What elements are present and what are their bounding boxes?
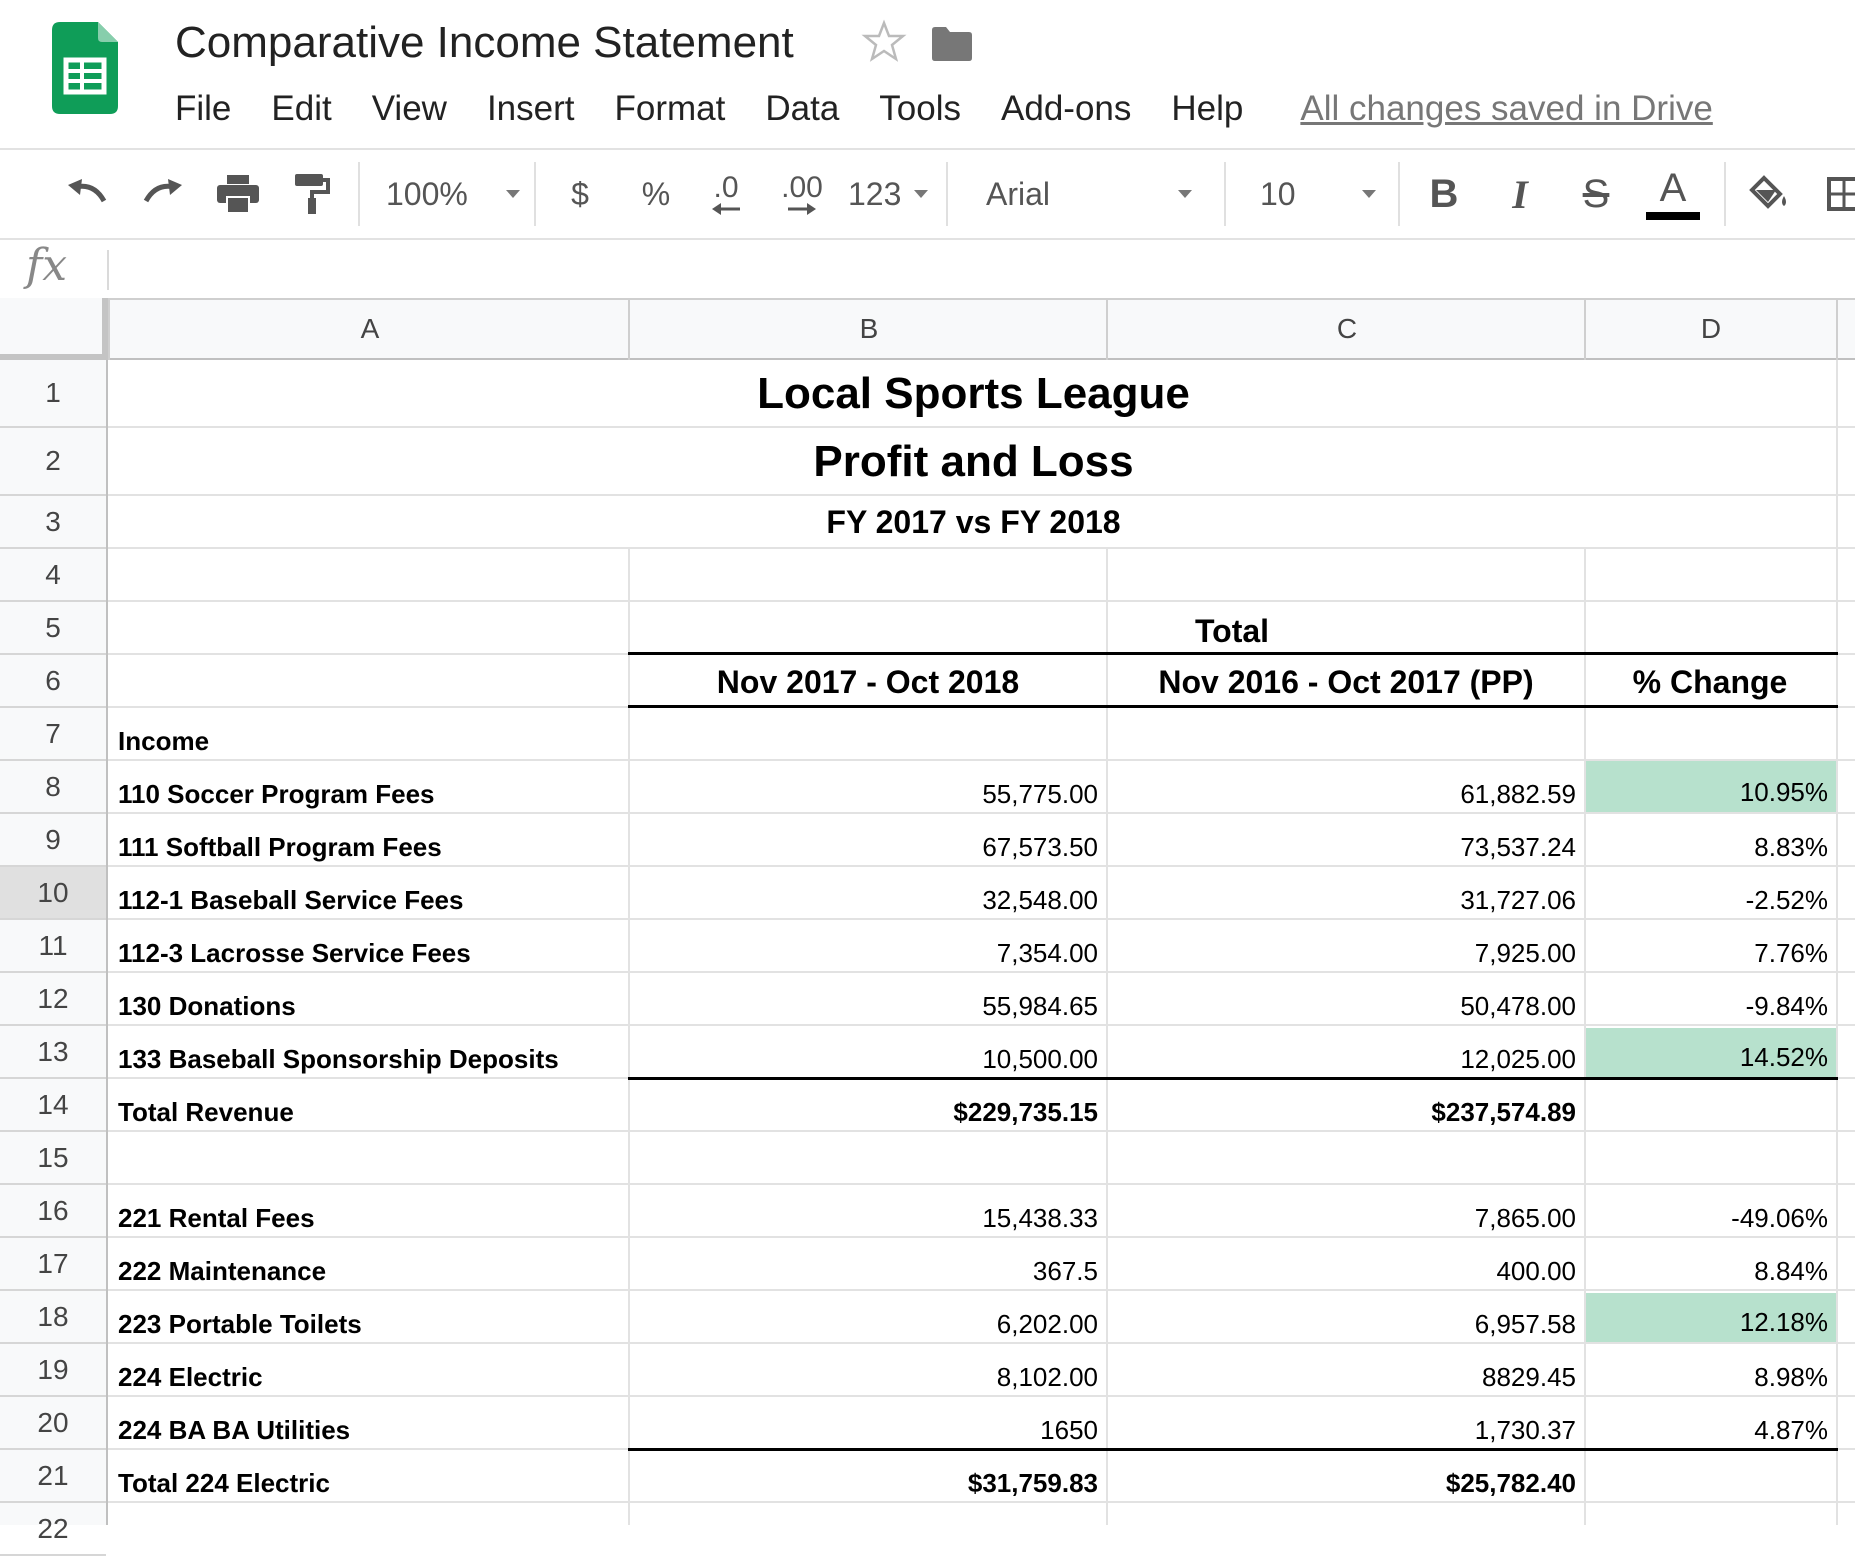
decrease-decimal-label: .0 <box>713 171 739 204</box>
paint-format-button[interactable] <box>290 150 334 238</box>
column-header-d[interactable]: D <box>1584 298 1836 360</box>
row-label[interactable]: 133 Baseball Sponsorship Deposits <box>118 1044 559 1074</box>
menu-file[interactable]: File <box>175 89 232 128</box>
row-header[interactable]: 18 <box>0 1291 106 1344</box>
value-cell[interactable]: 55,984.65 <box>982 991 1098 1021</box>
value-cell[interactable]: 1,730.37 <box>1474 1415 1576 1445</box>
select-all-corner[interactable] <box>0 298 108 360</box>
value-cell[interactable]: 50,478.00 <box>1460 991 1576 1021</box>
fx-icon: fx <box>26 240 68 291</box>
chevron-down-icon <box>506 190 520 198</box>
column-header-a[interactable]: A <box>108 298 630 360</box>
formula-bar-separator <box>107 250 109 290</box>
increase-decimal-label: .00 <box>781 171 823 204</box>
value-cell[interactable]: 73,537.24 <box>1460 832 1576 862</box>
star-icon[interactable] <box>862 20 906 64</box>
menu-edit[interactable]: Edit <box>271 89 332 128</box>
arrow-right-icon <box>788 203 816 215</box>
chevron-down-icon <box>1178 190 1192 198</box>
bold-label: B <box>1429 171 1459 216</box>
font-family-select[interactable] <box>986 150 1192 238</box>
column-header-b[interactable]: B <box>628 298 1108 360</box>
row-header[interactable]: 9 <box>0 814 106 867</box>
col-d-header-cell[interactable]: % Change <box>1632 663 1788 700</box>
value-cell[interactable]: 7,865.00 <box>1474 1203 1576 1233</box>
sheet-title-cell[interactable]: Local Sports League <box>757 369 1190 418</box>
value-cell[interactable]: 67,573.50 <box>982 832 1098 862</box>
zoom-select[interactable] <box>386 150 520 238</box>
text-color-swatch <box>1646 212 1700 220</box>
paint-format-icon <box>295 174 329 214</box>
percent-change-cell-highlighted[interactable]: 12.18% <box>1586 1293 1836 1342</box>
decrease-decimal-button[interactable] <box>700 150 752 238</box>
percent-change-cell[interactable]: 8.84% <box>1754 1256 1828 1286</box>
undo-icon <box>64 179 108 209</box>
zoom-value: 100% <box>386 175 468 212</box>
row-header[interactable]: 20 <box>0 1397 106 1450</box>
row-header[interactable]: 19 <box>0 1344 106 1397</box>
percent-change-cell[interactable]: -49.06% <box>1731 1203 1828 1233</box>
total-electric-prior[interactable]: $25,782.40 <box>1445 1468 1576 1498</box>
percent-change-cell-highlighted[interactable]: 10.95% <box>1586 761 1836 812</box>
percent-change-cell[interactable]: 7.76% <box>1754 938 1828 968</box>
chevron-down-icon <box>914 190 928 198</box>
row-header[interactable]: 2 <box>0 428 106 496</box>
value-cell[interactable]: 6,202.00 <box>996 1309 1098 1339</box>
sheet-period-cell[interactable]: FY 2017 vs FY 2018 <box>826 504 1121 540</box>
document-title[interactable]: Comparative Income Statement <box>175 18 794 67</box>
value-cell[interactable]: 1650 <box>1040 1415 1098 1445</box>
percent-change-cell[interactable]: 8.83% <box>1754 832 1828 862</box>
row-header[interactable]: 17 <box>0 1238 106 1291</box>
chevron-down-icon <box>1362 190 1376 198</box>
header-underline <box>628 705 1838 708</box>
toolbar-separator <box>534 162 536 226</box>
value-cell[interactable]: 7,354.00 <box>996 938 1098 968</box>
percent-format-button[interactable] <box>636 150 676 238</box>
col-b-header-cell[interactable]: Nov 2017 - Oct 2018 <box>716 663 1020 700</box>
row-header[interactable]: 21 <box>0 1450 106 1503</box>
currency-format-button[interactable] <box>562 150 598 238</box>
total-electric-current[interactable]: $31,759.83 <box>967 1468 1098 1498</box>
row-label[interactable]: 112-3 Lacrosse Service Fees <box>118 938 471 968</box>
row-header[interactable]: 22 <box>0 1503 106 1556</box>
value-cell[interactable]: 8829.45 <box>1482 1362 1576 1392</box>
increase-decimal-button[interactable] <box>774 150 830 238</box>
folder-icon[interactable] <box>930 26 974 62</box>
value-cell[interactable]: 367.5 <box>1032 1256 1098 1286</box>
row-header[interactable]: 7 <box>0 708 106 761</box>
italic-label: I <box>1512 171 1528 217</box>
borders-button[interactable] <box>1826 150 1855 238</box>
row-label[interactable]: 110 Soccer Program Fees <box>118 779 435 809</box>
column-header-c[interactable]: C <box>1106 298 1586 360</box>
redo-icon <box>142 179 186 209</box>
row-header[interactable]: 15 <box>0 1132 106 1185</box>
row-header-selected[interactable]: 10 <box>0 867 106 920</box>
menu-format[interactable]: Format <box>614 89 726 128</box>
row-label[interactable]: 221 Rental Fees <box>118 1203 315 1233</box>
italic-button[interactable] <box>1502 150 1538 238</box>
income-section-label[interactable]: Income <box>118 726 210 756</box>
column-header-e[interactable] <box>1836 298 1855 360</box>
percent-change-cell-highlighted[interactable]: 14.52% <box>1586 1028 1836 1077</box>
currency-label: $ <box>571 175 589 212</box>
menu-insert[interactable]: Insert <box>486 89 575 128</box>
row-header[interactable]: 13 <box>0 1026 106 1079</box>
row-header[interactable]: 8 <box>0 761 106 814</box>
value-cell[interactable]: 6,957.58 <box>1474 1309 1576 1339</box>
menu-view[interactable]: View <box>371 89 447 128</box>
arrow-left-icon <box>712 203 740 215</box>
paint-bucket-icon <box>1750 176 1790 212</box>
toolbar-separator <box>1724 162 1726 226</box>
toolbar-separator <box>358 162 360 226</box>
more-formats-label: 123 <box>848 175 902 212</box>
row-label[interactable]: 111 Softball Program Fees <box>118 832 442 862</box>
value-cell[interactable]: 10,500.00 <box>982 1044 1098 1074</box>
font-size-value: 10 <box>1260 175 1296 212</box>
sheet-subtitle-cell[interactable]: Profit and Loss <box>813 437 1134 486</box>
value-cell[interactable]: 7,925.00 <box>1474 938 1576 968</box>
total-revenue-label[interactable]: Total Revenue <box>118 1097 294 1127</box>
redo-button[interactable] <box>138 150 190 238</box>
row-header[interactable]: 3 <box>0 496 106 549</box>
menu-addons[interactable]: Add-ons <box>1001 89 1132 128</box>
toolbar-separator <box>946 162 948 226</box>
toolbar <box>0 150 1855 238</box>
percent-change-cell[interactable]: -9.84% <box>1745 991 1828 1021</box>
row-header[interactable]: 12 <box>0 973 106 1026</box>
row-label[interactable]: 223 Portable Toilets <box>118 1309 362 1339</box>
percent-change-cell[interactable]: -2.52% <box>1745 885 1828 915</box>
strikethrough-label: S <box>1582 171 1610 216</box>
row-header[interactable]: 6 <box>0 655 106 708</box>
menu-tools[interactable]: Tools <box>879 89 962 128</box>
font-size-select[interactable] <box>1260 150 1376 238</box>
total-revenue-prior[interactable]: $237,574.89 <box>1431 1097 1576 1127</box>
text-color-button[interactable] <box>1646 150 1700 238</box>
row-label[interactable]: 224 Electric <box>118 1362 263 1392</box>
row-label[interactable]: 130 Donations <box>118 991 296 1021</box>
text-color-label: A <box>1659 166 1687 210</box>
row-header[interactable]: 4 <box>0 549 106 602</box>
value-cell[interactable]: 400.00 <box>1496 1256 1576 1286</box>
fill-color-button[interactable] <box>1750 150 1790 238</box>
total-revenue-current[interactable]: $229,735.15 <box>953 1097 1098 1127</box>
value-cell[interactable]: 32,548.00 <box>982 885 1098 915</box>
strikethrough-button[interactable] <box>1576 150 1616 238</box>
percent-change-cell[interactable]: 4.87% <box>1754 1415 1828 1445</box>
sheets-logo-icon[interactable] <box>52 22 118 114</box>
borders-icon <box>1826 176 1855 212</box>
print-icon <box>217 175 259 213</box>
formula-bar-divider <box>0 238 1855 240</box>
col-c-header-cell[interactable]: Nov 2016 - Oct 2017 (PP) <box>1158 663 1534 700</box>
menu-bar <box>175 84 1713 134</box>
more-formats-button[interactable] <box>848 150 928 238</box>
save-status-link[interactable]: All changes saved in Drive <box>1300 89 1713 128</box>
row-header[interactable]: 1 <box>0 360 106 428</box>
total-header-cell[interactable]: Total <box>1194 612 1270 649</box>
value-cell[interactable]: 12,025.00 <box>1460 1044 1576 1074</box>
row-label[interactable]: 112-1 Baseball Service Fees <box>118 885 464 915</box>
value-cell[interactable]: 55,775.00 <box>982 779 1098 809</box>
bold-button[interactable] <box>1426 150 1462 238</box>
row-header[interactable]: 16 <box>0 1185 106 1238</box>
total-electric-label[interactable]: Total 224 Electric <box>118 1468 330 1498</box>
toolbar-separator <box>1224 162 1226 226</box>
toolbar-separator <box>1398 162 1400 226</box>
row-header[interactable]: 14 <box>0 1079 106 1132</box>
menu-data[interactable]: Data <box>765 89 840 128</box>
menu-help[interactable]: Help <box>1171 89 1244 128</box>
font-family-value: Arial <box>986 175 1051 212</box>
row-label[interactable]: 222 Maintenance <box>118 1256 327 1286</box>
value-cell[interactable]: 61,882.59 <box>1460 779 1576 809</box>
percent-label: % <box>641 175 671 212</box>
row-label[interactable]: 224 BA BA Utilities <box>118 1415 351 1445</box>
formula-input[interactable] <box>120 248 1824 294</box>
spreadsheet-grid[interactable] <box>0 298 1855 1544</box>
value-cell[interactable]: 15,438.33 <box>982 1203 1098 1233</box>
print-button[interactable] <box>212 150 264 238</box>
header-underline <box>628 652 1838 655</box>
value-cell[interactable]: 31,727.06 <box>1460 885 1576 915</box>
row-header[interactable]: 5 <box>0 602 106 655</box>
undo-button[interactable] <box>60 150 112 238</box>
percent-change-cell[interactable]: 8.98% <box>1754 1362 1828 1392</box>
value-cell[interactable]: 8,102.00 <box>996 1362 1098 1392</box>
row-header[interactable]: 11 <box>0 920 106 973</box>
